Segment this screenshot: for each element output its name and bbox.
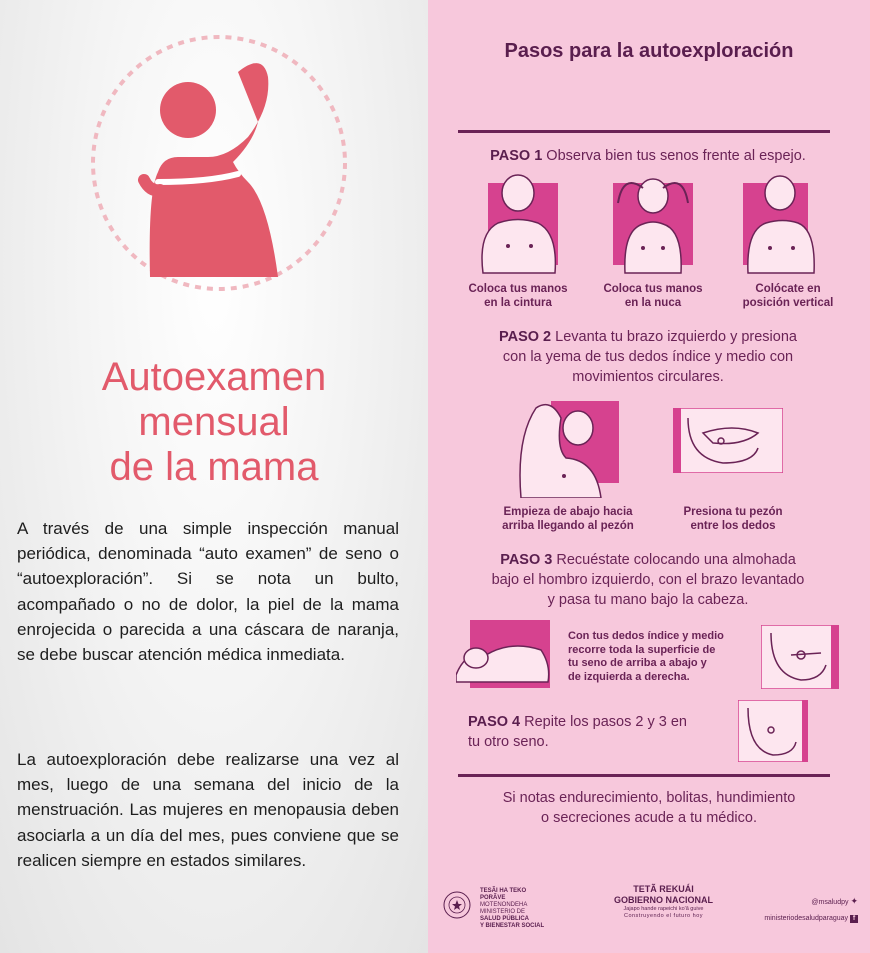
step4-text: PASO 4 Repite los pasos 2 y 3 en tu otro seno. bbox=[468, 714, 687, 750]
step4-breast-illustration bbox=[738, 700, 808, 767]
step2-raised-arm-illustration bbox=[516, 398, 621, 503]
step3-caption: Con tus dedos índice y medio recorre toda la superficie de tu seno de arriba a abajo y de izquierda a derecha. bbox=[568, 630, 724, 683]
step4-label: PASO 4 bbox=[468, 714, 521, 730]
step1-hands-waist-illustration bbox=[463, 168, 563, 283]
title-line: mensual bbox=[138, 400, 290, 444]
page-title bbox=[0, 355, 428, 490]
twitter-link[interactable]: @msaludpy ✦ bbox=[811, 896, 858, 906]
facebook-link[interactable]: ministeriodesaludparaguay f bbox=[748, 911, 858, 927]
twitter-icon: ✦ bbox=[850, 896, 858, 906]
title-line: Autoexamen bbox=[101, 355, 327, 399]
step3-text: PASO 3 Recuéstate colocando una almohada bajo el hombro izquierdo, con el brazo levantado y pasa tu mano bajo la cabeza. bbox=[491, 552, 805, 608]
divider bbox=[458, 130, 830, 133]
step1-caption-waist: Coloca tus manos en la cintura bbox=[468, 283, 568, 309]
step2-caption-left: Empieza de abajo hacia arriba llegando al pezón bbox=[502, 506, 634, 532]
step1-label: PASO 1 bbox=[490, 148, 543, 164]
national-seal-icon bbox=[442, 890, 472, 920]
step3-label: PASO 3 bbox=[500, 552, 553, 568]
timing-paragraph: La autoexploración debe realizarse una vez al mes, luego de una semana del inicio de la menstruación. Las mujeres en menopausia deben asociarla a un día del mes, pues conviene que se realicen siempre en estados similares. bbox=[17, 750, 399, 870]
government-logo: TETÃ REKUÁI GOBIERNO NACIONAL Jajapo hande rapeichi ko'ã guive Construyendo el futuro hoy bbox=[614, 884, 713, 919]
step1-caption-nape: Coloca tus manos en la nuca bbox=[603, 283, 703, 309]
step2-caption-right: Presiona tu pezón entre los dedos bbox=[683, 506, 783, 532]
step3-lying-down-illustration bbox=[456, 620, 556, 693]
woman-raised-arm-icon bbox=[88, 32, 350, 294]
steps-title: Pasos para la autoexploración bbox=[504, 40, 794, 62]
step1-hands-nape-illustration bbox=[603, 168, 703, 283]
divider bbox=[458, 774, 830, 777]
step1-caption-vertical: Colócate en posición vertical bbox=[742, 283, 834, 309]
left-panel bbox=[0, 0, 428, 953]
social-links bbox=[748, 893, 858, 927]
ministry-logo: TESÃI HA TEKO PORÃVE MOTENONDEHA MINISTERIO DE SALUD PÚBLICA Y BIENESTAR SOCIAL bbox=[480, 888, 545, 929]
step1-text bbox=[448, 146, 848, 166]
facebook-icon: f bbox=[850, 915, 858, 923]
step2-press-nipple-illustration bbox=[673, 408, 783, 478]
step2-text: PASO 2 Levanta tu brazo izquierdo y presiona con la yema de tus dedos índice y medio con movimientos circulares. bbox=[499, 329, 797, 385]
step1-description: Observa bien tus senos frente al espejo. bbox=[546, 148, 806, 164]
title-line: de la mama bbox=[109, 445, 319, 489]
step3-circular-motion-illustration bbox=[761, 625, 839, 694]
step2-label: PASO 2 bbox=[499, 329, 552, 345]
step1-vertical-illustration bbox=[738, 168, 838, 283]
right-panel bbox=[428, 0, 870, 953]
footer-advice: Si notas endurecimiento, bolitas, hundimiento o secreciones acude a tu médico. bbox=[502, 790, 796, 826]
intro-paragraph: A través de una simple inspección manual periódica, denominada “auto examen” de seno o “autoexploración”. Si se nota un bulto, acompañado o no de dolor, la piel de la mama enrojecida o parecida a una cáscara de naranja, se debe buscar atención médica inmediata. bbox=[17, 519, 399, 665]
